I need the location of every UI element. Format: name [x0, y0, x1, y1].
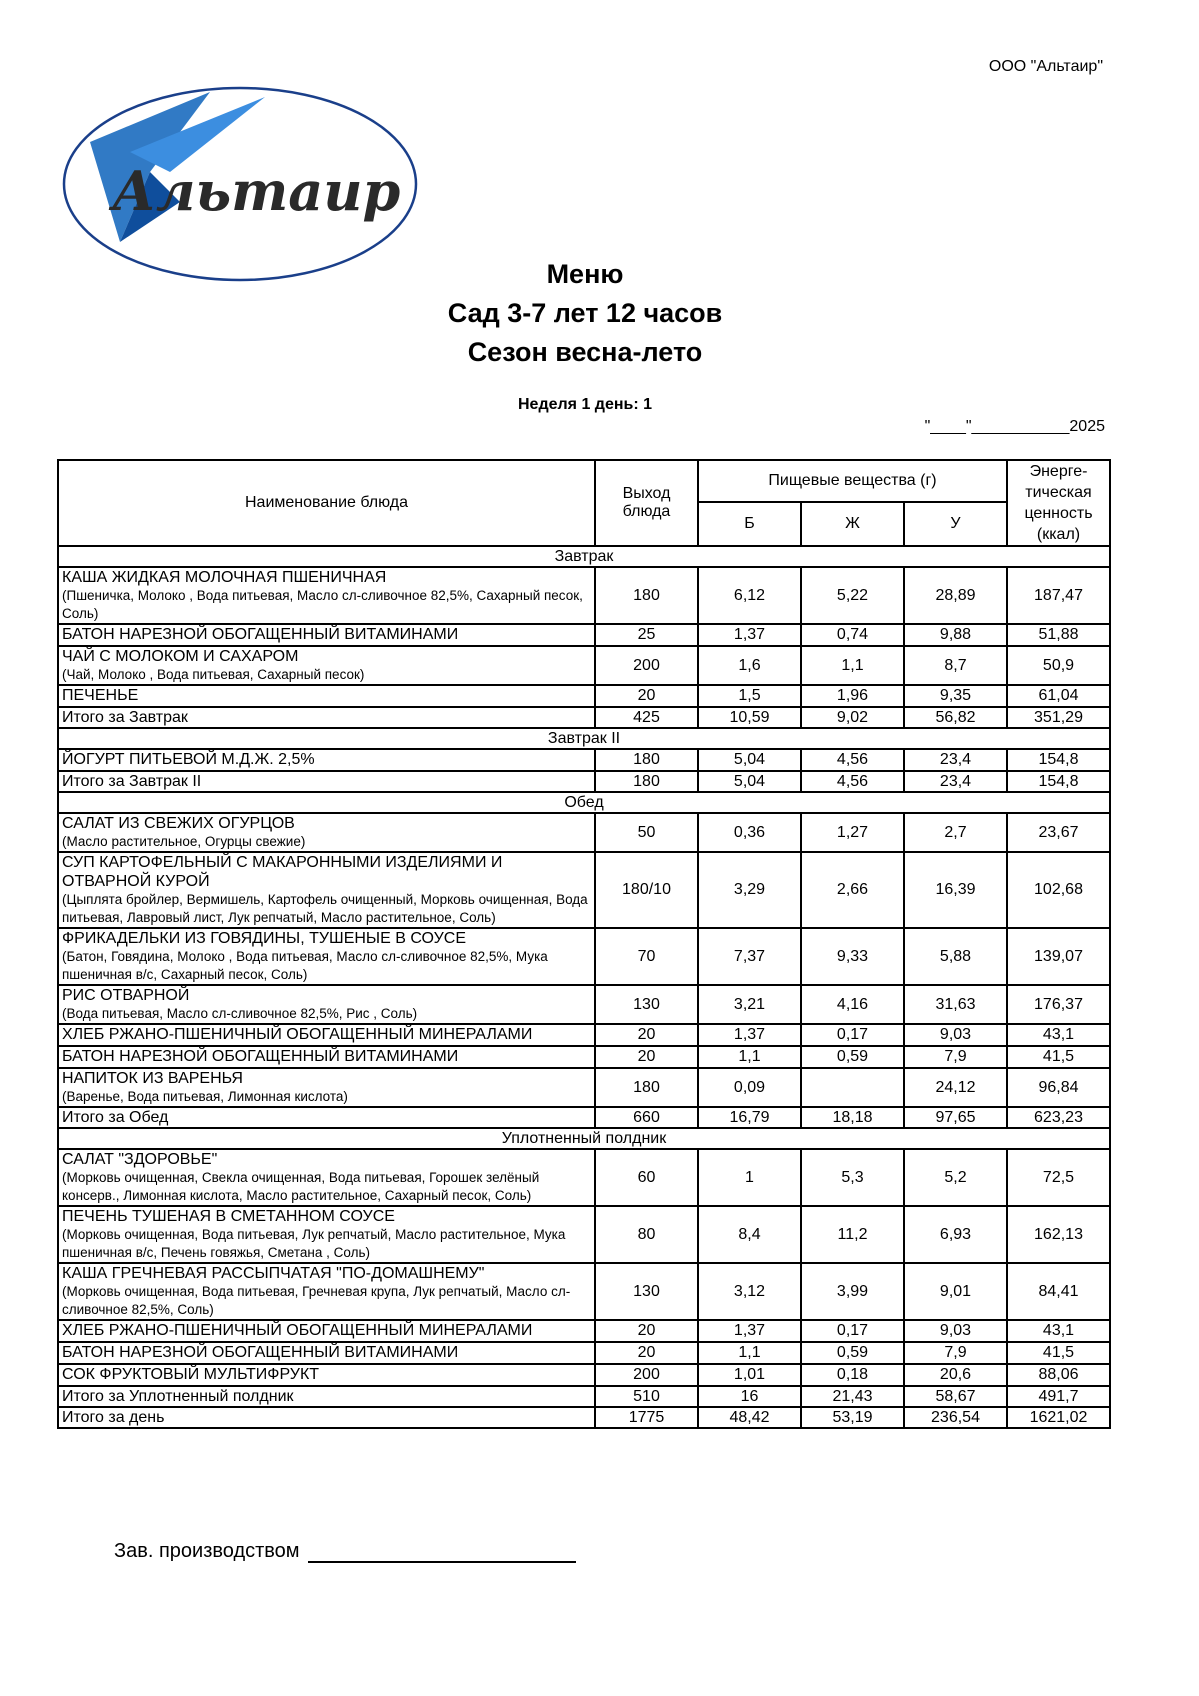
kcal-cell: 96,84	[1007, 1068, 1110, 1107]
dish-cell	[58, 1149, 595, 1206]
section-header-row	[58, 728, 1110, 749]
carbs-cell: 31,63	[904, 985, 1007, 1024]
signature-line	[308, 1541, 576, 1563]
dish-name: ЧАЙ С МОЛОКОМ И САХАРОМ	[62, 648, 299, 665]
dish-name: НАПИТОК ИЗ ВАРЕНЬЯ	[62, 1070, 243, 1087]
dish-ingredients: (Масло растительное, Огурцы свежие)	[62, 834, 306, 849]
total-kcal-cell: 154,8	[1007, 771, 1110, 792]
dish-name: ФРИКАДЕЛЬКИ ИЗ ГОВЯДИНЫ, ТУШЕНЫЕ В СОУСЕ	[62, 930, 467, 947]
total-carbs-cell: 58,67	[904, 1386, 1007, 1407]
yield-cell: 80	[595, 1206, 698, 1263]
dish-cell	[58, 1046, 595, 1068]
dish-name: САЛАТ ИЗ СВЕЖИХ ОГУРЦОВ	[62, 815, 295, 832]
carbs-cell: 28,89	[904, 567, 1007, 624]
day-total-kcal-cell: 1621,02	[1007, 1407, 1110, 1428]
kcal-cell: 84,41	[1007, 1263, 1110, 1320]
total-fat-cell: 18,18	[801, 1107, 904, 1128]
dish-name: ХЛЕБ РЖАНО-ПШЕНИЧНЫЙ ОБОГАЩЕННЫЙ МИНЕРАЛАМИ	[62, 1322, 533, 1339]
day-total-label: Итого за день	[58, 1407, 595, 1428]
dish-row	[58, 1263, 1110, 1320]
header-energy: Энерге-тическая ценность (ккал)	[1007, 460, 1110, 546]
protein-cell: 1,6	[698, 646, 801, 685]
day-total-protein-cell: 48,42	[698, 1407, 801, 1428]
dish-row	[58, 1024, 1110, 1046]
dish-name: ЙОГУРТ ПИТЬЕВОЙ М.Д.Ж. 2,5%	[62, 751, 315, 768]
dish-cell	[58, 567, 595, 624]
yield-cell: 20	[595, 1320, 698, 1342]
carbs-cell: 6,93	[904, 1206, 1007, 1263]
section-title: Уплотненный полдник	[58, 1128, 1110, 1149]
dish-cell	[58, 1024, 595, 1046]
dish-ingredients: (Морковь очищенная, Вода питьевая, Гречневая крупа, Лук репчатый, Масло сл-сливочное 82,5%, Соль)	[62, 1284, 571, 1317]
fat-cell: 1,1	[801, 646, 904, 685]
dish-row	[58, 852, 1110, 928]
protein-cell: 1,37	[698, 1320, 801, 1342]
kcal-cell: 51,88	[1007, 624, 1110, 646]
dish-ingredients: (Чай, Молоко , Вода питьевая, Сахарный песок)	[62, 667, 365, 682]
carbs-cell: 9,88	[904, 624, 1007, 646]
protein-cell: 0,36	[698, 813, 801, 852]
protein-cell: 8,4	[698, 1206, 801, 1263]
kcal-cell: 187,47	[1007, 567, 1110, 624]
kcal-cell: 162,13	[1007, 1206, 1110, 1263]
document-title	[0, 255, 1170, 372]
header-yield: Выход блюда	[595, 460, 698, 546]
fat-cell: 2,66	[801, 852, 904, 928]
fat-cell: 4,16	[801, 985, 904, 1024]
dish-row	[58, 813, 1110, 852]
dish-cell	[58, 813, 595, 852]
carbs-cell: 16,39	[904, 852, 1007, 928]
dish-row	[58, 1364, 1110, 1386]
kcal-cell: 139,07	[1007, 928, 1110, 985]
protein-cell: 0,09	[698, 1068, 801, 1107]
dish-name: ПЕЧЕНЬЕ	[62, 687, 139, 704]
dish-row	[58, 646, 1110, 685]
section-header-row	[58, 546, 1110, 567]
fat-cell: 4,56	[801, 749, 904, 771]
dish-ingredients: (Цыплята бройлер, Вермишель, Картофель очищенный, Морковь очищенная, Вода питьевая, Лавровый лист, Лук репчатый, Масло растительное, Соль)	[62, 892, 588, 925]
dish-ingredients: (Вода питьевая, Масло сл-сливочное 82,5%, Рис , Соль)	[62, 1006, 418, 1021]
dish-name: БАТОН НАРЕЗНОЙ ОБОГАЩЕННЫЙ ВИТАМИНАМИ	[62, 1048, 459, 1065]
protein-cell: 3,29	[698, 852, 801, 928]
yield-cell: 200	[595, 646, 698, 685]
carbs-cell: 7,9	[904, 1342, 1007, 1364]
carbs-cell: 5,2	[904, 1149, 1007, 1206]
dish-ingredients: (Морковь очищенная, Свекла очищенная, Вода питьевая, Горошек зелёный консерв., Лимонная кислота, Масло растительное, Сахарный песок, Соль)	[62, 1170, 540, 1203]
title-line-1: Меню	[546, 259, 624, 289]
fat-cell: 5,3	[801, 1149, 904, 1206]
total-fat-cell: 21,43	[801, 1386, 904, 1407]
kcal-cell: 41,5	[1007, 1342, 1110, 1364]
dish-cell	[58, 1320, 595, 1342]
dish-name: СУП КАРТОФЕЛЬНЫЙ С МАКАРОННЫМИ ИЗДЕЛИЯМИ И ОТВАРНОЙ КУРОЙ	[62, 854, 503, 890]
total-protein-cell: 5,04	[698, 771, 801, 792]
dish-name: КАША ГРЕЧНЕВАЯ РАССЫПЧАТАЯ "ПО-ДОМАШНЕМУ"	[62, 1265, 485, 1282]
dish-row	[58, 928, 1110, 985]
yield-cell: 180	[595, 1068, 698, 1107]
total-kcal-cell: 491,7	[1007, 1386, 1110, 1407]
dish-cell	[58, 852, 595, 928]
dish-cell	[58, 1342, 595, 1364]
carbs-cell: 24,12	[904, 1068, 1007, 1107]
protein-cell: 1,37	[698, 624, 801, 646]
carbs-cell: 8,7	[904, 646, 1007, 685]
protein-cell: 1	[698, 1149, 801, 1206]
fat-cell: 1,96	[801, 685, 904, 707]
section-title: Обед	[58, 792, 1110, 813]
section-total-row	[58, 1386, 1110, 1407]
dish-cell	[58, 624, 595, 646]
dish-cell	[58, 749, 595, 771]
dish-ingredients: (Варенье, Вода питьевая, Лимонная кислота)	[62, 1089, 348, 1104]
dish-name: ПЕЧЕНЬ ТУШЕНАЯ В СМЕТАННОМ СОУСЕ	[62, 1208, 395, 1225]
protein-cell: 1,1	[698, 1046, 801, 1068]
fat-cell: 0,17	[801, 1024, 904, 1046]
dish-row	[58, 749, 1110, 771]
dish-row	[58, 624, 1110, 646]
logo-text: Альтаир	[112, 159, 401, 223]
yield-cell: 200	[595, 1364, 698, 1386]
dish-cell	[58, 1364, 595, 1386]
total-yield-cell: 425	[595, 707, 698, 728]
header-fat: Ж	[801, 502, 904, 546]
yield-cell: 25	[595, 624, 698, 646]
header-carbs: У	[904, 502, 1007, 546]
fat-cell: 3,99	[801, 1263, 904, 1320]
protein-cell: 6,12	[698, 567, 801, 624]
section-title: Завтрак	[58, 546, 1110, 567]
yield-cell: 130	[595, 985, 698, 1024]
total-protein-cell: 16,79	[698, 1107, 801, 1128]
fat-cell: 0,59	[801, 1046, 904, 1068]
yield-cell: 70	[595, 928, 698, 985]
protein-cell: 1,37	[698, 1024, 801, 1046]
protein-cell: 1,1	[698, 1342, 801, 1364]
yield-cell: 20	[595, 1024, 698, 1046]
week-day-label: Неделя 1 день: 1	[517, 396, 653, 413]
total-carbs-cell: 97,65	[904, 1107, 1007, 1128]
protein-cell: 3,21	[698, 985, 801, 1024]
yield-cell: 50	[595, 813, 698, 852]
dish-cell	[58, 1206, 595, 1263]
dish-row	[58, 1149, 1110, 1206]
dish-cell	[58, 928, 595, 985]
date-line: "____"___________2025	[924, 418, 1105, 435]
carbs-cell: 9,35	[904, 685, 1007, 707]
protein-cell: 5,04	[698, 749, 801, 771]
kcal-cell: 72,5	[1007, 1149, 1110, 1206]
total-yield-cell: 510	[595, 1386, 698, 1407]
menu-table	[57, 459, 1111, 1429]
yield-cell: 180/10	[595, 852, 698, 928]
fat-cell: 1,27	[801, 813, 904, 852]
signature-block	[114, 1540, 576, 1563]
yield-cell: 180	[595, 749, 698, 771]
protein-cell: 1,01	[698, 1364, 801, 1386]
fat-cell	[801, 1068, 904, 1107]
fat-cell: 11,2	[801, 1206, 904, 1263]
header-dish-name: Наименование блюда	[58, 460, 595, 546]
kcal-cell: 154,8	[1007, 749, 1110, 771]
kcal-cell: 61,04	[1007, 685, 1110, 707]
dish-name: ХЛЕБ РЖАНО-ПШЕНИЧНЫЙ ОБОГАЩЕННЫЙ МИНЕРАЛАМИ	[62, 1026, 533, 1043]
dish-row	[58, 1068, 1110, 1107]
fat-cell: 0,59	[801, 1342, 904, 1364]
total-label: Итого за Обед	[58, 1107, 595, 1128]
day-total-yield-cell: 1775	[595, 1407, 698, 1428]
yield-cell: 20	[595, 1046, 698, 1068]
header-protein: Б	[698, 502, 801, 546]
protein-cell: 7,37	[698, 928, 801, 985]
dish-row	[58, 985, 1110, 1024]
total-yield-cell: 660	[595, 1107, 698, 1128]
carbs-cell: 5,88	[904, 928, 1007, 985]
kcal-cell: 176,37	[1007, 985, 1110, 1024]
header-nutrients: Пищевые вещества (г)	[698, 460, 1007, 502]
dish-name: СОК ФРУКТОВЫЙ МУЛЬТИФРУКТ	[62, 1366, 320, 1383]
altair-logo	[60, 82, 420, 282]
total-fat-cell: 4,56	[801, 771, 904, 792]
signature-label: Зав. производством	[114, 1540, 300, 1562]
dish-row	[58, 567, 1110, 624]
carbs-cell: 20,6	[904, 1364, 1007, 1386]
kcal-cell: 43,1	[1007, 1024, 1110, 1046]
dish-row	[58, 1046, 1110, 1068]
dish-row	[58, 685, 1110, 707]
total-label: Итого за Завтрак	[58, 707, 595, 728]
fat-cell: 0,74	[801, 624, 904, 646]
dish-row	[58, 1206, 1110, 1263]
total-kcal-cell: 351,29	[1007, 707, 1110, 728]
fat-cell: 0,18	[801, 1364, 904, 1386]
carbs-cell: 2,7	[904, 813, 1007, 852]
yield-cell: 130	[595, 1263, 698, 1320]
yield-cell: 20	[595, 1342, 698, 1364]
dish-cell	[58, 1068, 595, 1107]
total-label: Итого за Завтрак II	[58, 771, 595, 792]
section-total-row	[58, 707, 1110, 728]
day-total-row	[58, 1407, 1110, 1428]
kcal-cell: 23,67	[1007, 813, 1110, 852]
carbs-cell: 9,01	[904, 1263, 1007, 1320]
menu-table-body	[58, 546, 1110, 1428]
dish-cell	[58, 1263, 595, 1320]
kcal-cell: 102,68	[1007, 852, 1110, 928]
section-title: Завтрак II	[58, 728, 1110, 749]
day-total-fat-cell: 53,19	[801, 1407, 904, 1428]
fat-cell: 5,22	[801, 567, 904, 624]
dish-cell	[58, 685, 595, 707]
yield-cell: 60	[595, 1149, 698, 1206]
kcal-cell: 43,1	[1007, 1320, 1110, 1342]
dish-cell	[58, 646, 595, 685]
total-protein-cell: 16	[698, 1386, 801, 1407]
kcal-cell: 50,9	[1007, 646, 1110, 685]
carbs-cell: 7,9	[904, 1046, 1007, 1068]
dish-name: САЛАТ "ЗДОРОВЬЕ"	[62, 1151, 218, 1168]
carbs-cell: 9,03	[904, 1320, 1007, 1342]
dish-ingredients: (Пшеничка, Молоко , Вода питьевая, Масло сл-сливочное 82,5%, Сахарный песок, Соль)	[62, 588, 583, 621]
fat-cell: 0,17	[801, 1320, 904, 1342]
dish-ingredients: (Морковь очищенная, Вода питьевая, Лук репчатый, Масло растительное, Мука пшеничная в/с, Печень говяжья, Сметана , Соль)	[62, 1227, 566, 1260]
section-header-row	[58, 1128, 1110, 1149]
kcal-cell: 41,5	[1007, 1046, 1110, 1068]
title-line-2: Сад 3-7 лет 12 часов	[447, 298, 723, 328]
total-carbs-cell: 56,82	[904, 707, 1007, 728]
dish-ingredients: (Батон, Говядина, Молоко , Вода питьевая, Масло сл-сливочное 82,5%, Мука пшеничная в/с, Сахарный песок, Соль)	[62, 949, 548, 982]
yield-cell: 180	[595, 567, 698, 624]
section-total-row	[58, 771, 1110, 792]
kcal-cell: 88,06	[1007, 1364, 1110, 1386]
total-kcal-cell: 623,23	[1007, 1107, 1110, 1128]
yield-cell: 20	[595, 685, 698, 707]
dish-name: БАТОН НАРЕЗНОЙ ОБОГАЩЕННЫЙ ВИТАМИНАМИ	[62, 626, 459, 643]
company-name: ООО "Альтаир"	[988, 58, 1103, 75]
section-header-row	[58, 792, 1110, 813]
carbs-cell: 23,4	[904, 749, 1007, 771]
dish-row	[58, 1342, 1110, 1364]
total-label: Итого за Уплотненный полдник	[58, 1386, 595, 1407]
carbs-cell: 9,03	[904, 1024, 1007, 1046]
dish-name: КАША ЖИДКАЯ МОЛОЧНАЯ ПШЕНИЧНАЯ	[62, 569, 387, 586]
total-yield-cell: 180	[595, 771, 698, 792]
day-total-carbs-cell: 236,54	[904, 1407, 1007, 1428]
dish-name: РИС ОТВАРНОЙ	[62, 987, 190, 1004]
fat-cell: 9,33	[801, 928, 904, 985]
dish-cell	[58, 985, 595, 1024]
dish-row	[58, 1320, 1110, 1342]
protein-cell: 3,12	[698, 1263, 801, 1320]
title-line-3: Сезон весна-лето	[467, 337, 703, 367]
total-fat-cell: 9,02	[801, 707, 904, 728]
total-carbs-cell: 23,4	[904, 771, 1007, 792]
total-protein-cell: 10,59	[698, 707, 801, 728]
protein-cell: 1,5	[698, 685, 801, 707]
section-total-row	[58, 1107, 1110, 1128]
dish-name: БАТОН НАРЕЗНОЙ ОБОГАЩЕННЫЙ ВИТАМИНАМИ	[62, 1344, 459, 1361]
